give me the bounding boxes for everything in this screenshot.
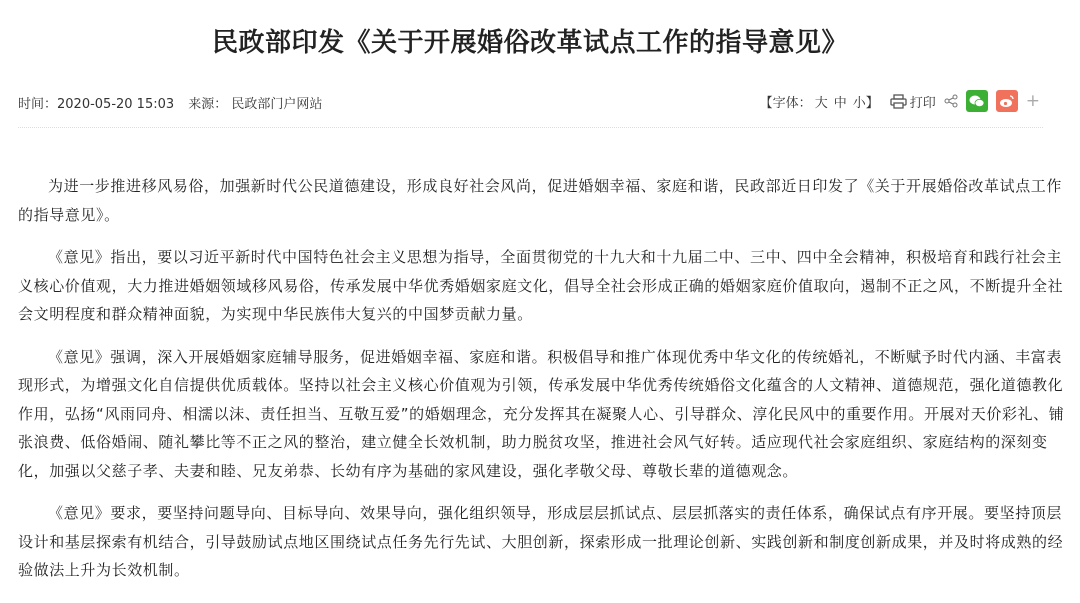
print-button[interactable] [890, 92, 936, 111]
article-paragraph [18, 343, 1065, 486]
font-large-button[interactable]: 大 [814, 95, 828, 111]
font-medium-button[interactable]: 中 [833, 95, 847, 111]
weibo-icon [999, 94, 1015, 108]
font-small-button[interactable]: 小】 [852, 95, 879, 111]
paragraph-line: 现形式，为增强文化自信提供优质载体。坚持以社会主义核心价值观为引领，传承发展中华优秀传统婚俗文化蕴含的人文精神、道德规范，强化道德教化 [18, 376, 1064, 394]
weibo-share-button[interactable] [996, 90, 1018, 112]
wechat-share-button[interactable] [966, 90, 988, 112]
paragraph-line: 《意见》强调，深入开展婚姻家庭辅导服务，促进婚姻幸福、家庭和谐。积极倡导和推广体现优秀中华文化的传统婚礼，不断赋予时代内涵、丰富表 [48, 347, 1063, 366]
article-meta [18, 93, 332, 112]
share-icon[interactable] [944, 94, 958, 108]
paragraph-line: 验做法上升为长效机制。 [18, 561, 190, 579]
paragraph-line: 化，加强以父慈子孝、夫妻和睦、兄友弟恭、长幼有序为基础的家风建设，强化孝敬父母、尊敬长辈的道德观念。 [18, 461, 799, 480]
paragraph-line: 为进一步推进移风易俗，加强新时代公民道德建设，形成良好社会风尚，促进婚姻幸福、家庭和谐，民政部近日印发了《关于开展婚俗改革试点工作 [48, 177, 1063, 195]
print-label: 打印 [909, 95, 936, 111]
more-share-icon[interactable]: + [1025, 91, 1040, 111]
article-tools [760, 90, 1040, 112]
printer-icon [890, 94, 907, 109]
publish-time: 时间：2020-05-20 15:03 [18, 97, 175, 112]
font-size-label: 【字体： [759, 95, 812, 111]
wechat-icon [969, 94, 985, 108]
page-title: 民政部印发《关于开展婚俗改革试点工作的指导意见》 [211, 28, 848, 58]
article-paragraph [18, 172, 1063, 229]
paragraph-line: 作用，弘扬“风雨同舟、相濡以沫、责任担当、互敬互爱”的婚姻理念，充分发挥其在凝聚人心、引导群众、淳化民风中的重要作用。开展对天价彩礼、铺 [18, 404, 1065, 423]
paragraph-line: 义核心价值观，大力推进婚姻领域移风易俗，传承发展中华优秀婚姻家庭文化，倡导全社会形成正确的婚姻家庭价值取向，遏制不正之风，不断提升全社 [18, 276, 1064, 295]
article-source: 来源： 民政部门户网站 [188, 97, 323, 112]
meta-divider [18, 127, 1043, 128]
paragraph-line: 的指导意见》。 [18, 205, 120, 224]
paragraph-line: 《意见》要求，要坚持问题导向、目标导向、效果导向，强化组织领导，形成层层抓试点、层层抓落实的责任体系，确保试点有序开展。要坚持顶层 [48, 504, 1063, 522]
paragraph-line: 《意见》指出，要以习近平新时代中国特色社会主义思想为指导，全面贯彻党的十九大和十九届二中、三中、四中全会精神，积极培育和践行社会主 [48, 248, 1063, 266]
paragraph-line: 张浪费、低俗婚闹、随礼攀比等不正之风的整治，建立健全长效机制，助力脱贫攻坚，推进社会风气好转。适应现代社会家庭组织、家庭结构的深刻变 [18, 433, 1048, 451]
font-size-selector [760, 92, 882, 111]
paragraph-line: 会文明程度和群众精神面貌，为实现中华民族伟大复兴的中国梦贡献力量。 [18, 305, 533, 323]
article-paragraph [18, 499, 1064, 585]
article-paragraph [18, 243, 1064, 329]
article-body [18, 172, 1065, 599]
paragraph-line: 设计和基层探索有机结合，引导鼓励试点地区围绕试点任务先行先试、大胆创新，探索形成一批理论创新、实践创新和制度创新成果，并及时将成熟的经 [18, 532, 1064, 551]
